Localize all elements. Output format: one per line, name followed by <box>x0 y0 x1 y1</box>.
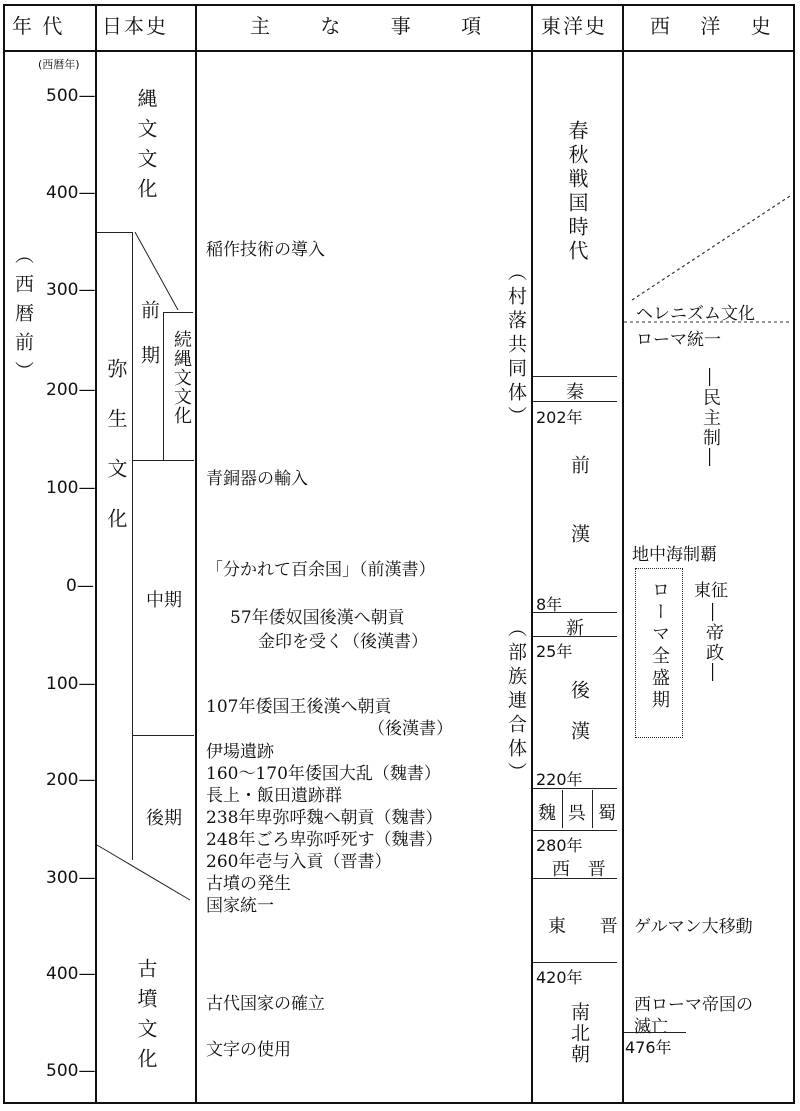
year-280: 280年 <box>536 836 583 855</box>
shin: 新 <box>566 618 584 639</box>
event-238-himiko: 238年卑弥呼魏へ朝貢（魏書） <box>206 808 443 828</box>
yayoi-zenki: 前期 <box>138 300 160 390</box>
kofun-culture: 古墳文化 <box>134 958 158 1078</box>
tick-100ad: 100— <box>46 674 96 694</box>
jomon-culture: 縄文文化 <box>134 88 158 208</box>
event-hyakuyokoku: 「分かれて百余国」（前漢書） <box>206 560 436 580</box>
qin: 秦 <box>566 382 584 403</box>
header-seiyoshi: 西 洋 史 <box>650 14 783 38</box>
event-kofun-origin: 古墳の発生 <box>206 874 291 894</box>
shunju-sengoku: 春秋戦国時代 <box>565 120 589 264</box>
header-nihonshi: 日本史 <box>102 14 168 38</box>
gokan: 後漢 <box>568 680 590 762</box>
western-rome: 西ローマ帝国の <box>634 995 753 1015</box>
tick-400bc: 400— <box>46 183 96 203</box>
year-25: 25年 <box>536 642 573 661</box>
event-ancient-state: 古代国家の確立 <box>206 994 325 1014</box>
wei: 魏 <box>538 803 556 824</box>
nanbokucho: 南北朝 <box>568 1002 590 1065</box>
year-476: 476年 <box>625 1038 672 1057</box>
event-great-unrest: 160〜170年倭国大乱（魏書） <box>206 764 441 784</box>
tick-0: 0— <box>66 576 94 596</box>
event-nagakami-iida: 長上・飯田遺跡群 <box>206 786 342 806</box>
tick-300ad: 300— <box>46 868 96 888</box>
rome-peak: ローマ全盛期 <box>649 580 670 712</box>
event-unification: 国家統一 <box>206 896 274 916</box>
header-toyoshi: 東洋史 <box>541 14 607 38</box>
tick-400ad: 400— <box>46 964 96 984</box>
fall-underline <box>624 1032 686 1033</box>
event-248-himiko-death: 248年ごろ卑弥呼死す（魏書） <box>206 830 443 850</box>
eastward-expedition: 東征 <box>694 581 728 601</box>
tick-100bc: 100— <box>46 478 96 498</box>
event-writing: 文字の使用 <box>206 1040 291 1060</box>
event-iba-site: 伊場遺跡 <box>206 742 274 762</box>
tick-200bc: 200— <box>46 380 96 400</box>
header-jiko: 主 な 事 項 <box>250 14 504 38</box>
year-8: 8年 <box>536 595 563 614</box>
yayoi-culture: 弥生文化 <box>104 358 128 558</box>
empire: ―帝政― <box>703 603 724 683</box>
bc-label: （西暦前） <box>12 245 34 390</box>
event-107-tribute: 107年倭国王後漢へ朝貢 <box>206 697 392 717</box>
yayoi-chuki: 中期 <box>146 590 182 611</box>
zoku-jomon-culture: 続縄文文化 <box>171 330 192 425</box>
zenkan: 前漢 <box>568 455 590 593</box>
event-gold-seal: 金印を受く（後漢書） <box>258 632 428 652</box>
tick-500ad: 500— <box>46 1061 96 1081</box>
seishin: 西 晋 <box>552 859 612 880</box>
event-107-source: （後漢書） <box>368 719 453 739</box>
germanic-migration: ゲルマン大移動 <box>634 917 753 937</box>
rome-unification: ローマ統一 <box>636 330 721 350</box>
yayoi-koki: 後期 <box>146 808 182 829</box>
village-community: （村落共同体） <box>505 262 527 430</box>
shu: 蜀 <box>598 803 616 824</box>
hellenism: ヘレニズム文化 <box>636 304 755 324</box>
header-nendai: 年 代 <box>12 14 65 38</box>
tick-200ad: 200— <box>46 770 96 790</box>
democracy: ―民主制― <box>700 368 721 468</box>
tribal-federation: （部族連合体） <box>505 618 527 786</box>
year-202: 202年 <box>536 408 583 427</box>
unit-label: (西暦年) <box>38 58 80 71</box>
mediterranean-domination: 地中海制覇 <box>632 545 717 565</box>
western-rome-fall: 滅亡 <box>634 1017 668 1037</box>
toshin: 東 晋 <box>548 916 632 937</box>
tick-500bc: 500— <box>46 86 96 106</box>
event-bronze-import: 青銅器の輸入 <box>206 469 308 489</box>
year-420: 420年 <box>536 968 583 987</box>
wu: 呉 <box>568 803 586 824</box>
event-rice-cultivation: 稲作技術の導入 <box>206 240 325 260</box>
event-260-iyo: 260年壱与入貢（晋書） <box>206 852 392 872</box>
tick-300bc: 300— <box>46 280 96 300</box>
event-57-tribute: 57年倭奴国後漢へ朝貢 <box>230 608 405 628</box>
year-220: 220年 <box>536 770 583 789</box>
